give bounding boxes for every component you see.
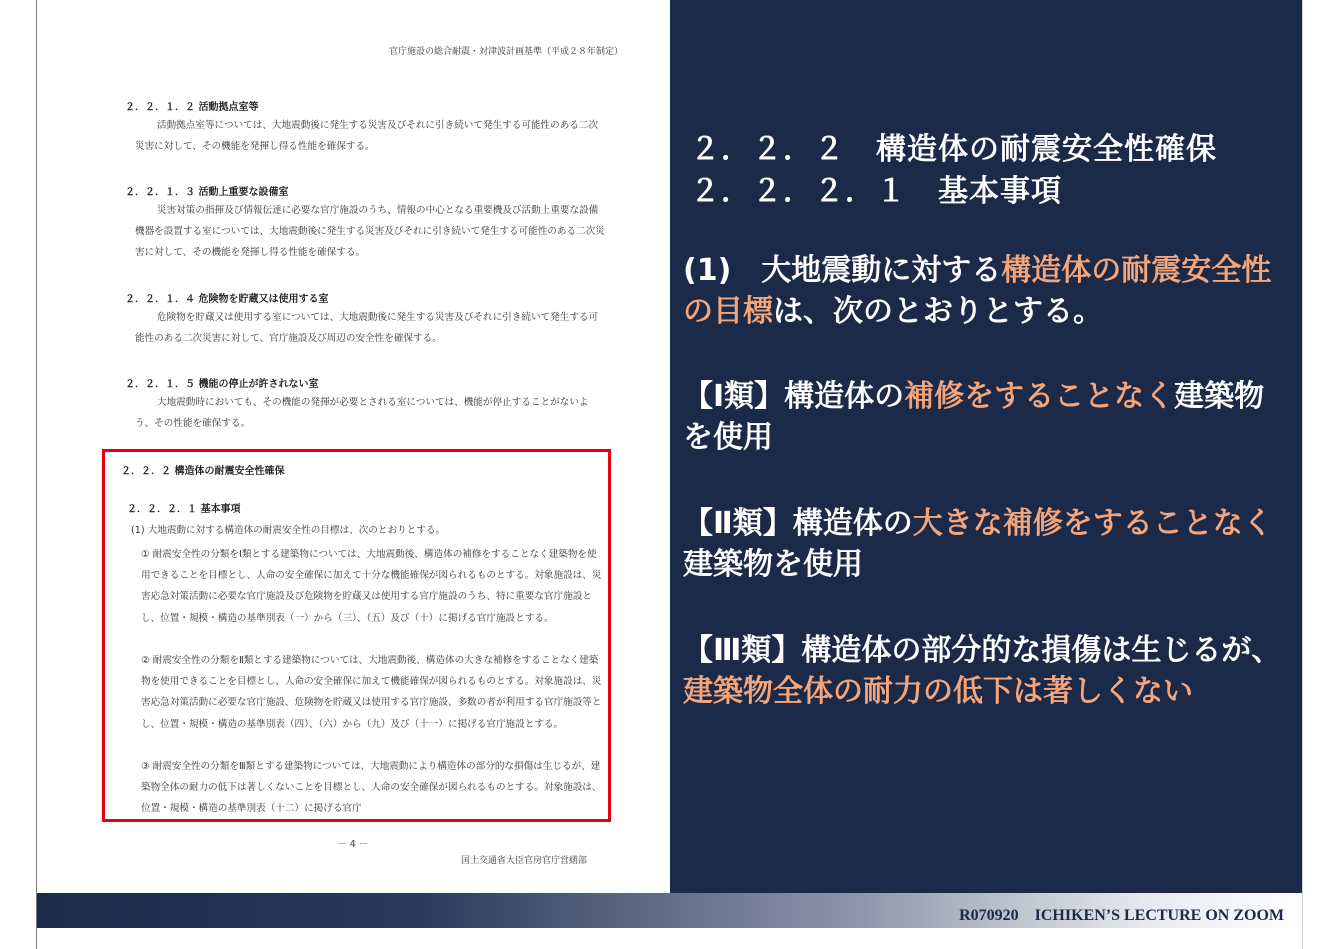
frame-right-border [1302, 0, 1303, 949]
point-1-text-b: は、次のとおりとする。 [773, 294, 1103, 329]
slide-class-3 [683, 630, 1283, 712]
point-1-highlight: 構造体の耐震安全性の目標 [683, 253, 1272, 329]
document-page [37, 0, 670, 893]
page-number: － 4 － [337, 839, 369, 850]
boxed-heading-2-2-2-1: ２．２．２．１ 基本事項 [127, 504, 241, 515]
point-1-text-a: (1) 大地震動に対する [683, 253, 1002, 288]
boxed-item-1: (1) 大地震動に対する構造体の耐震安全性の目標は、次のとおりとする。 [131, 525, 446, 536]
boxed-paragraph-class-2: ② 耐震安全性の分類をⅡ類とする建築物については、大地震動後、構造体の大きな補修をすることなく建築物を使用できることを目標とし、人命の安全確保に加えて機能確保が図られるものとする。対象施設は、災害応急対策活動に必要な官庁施設、危険物を貯蔵又は使用する官庁施設、多数の者が利用する官庁施設等とし、位置・規模・構造の基準別表（四）、（六）から（九）及び（十一）に掲げる官庁施設とする。 [141, 655, 602, 730]
class-3-highlight: 建築物全体の耐力の低下は著しくない [683, 674, 1193, 709]
slide-title-1: ２．２．２ 構造体の耐震安全性確保 [690, 132, 1217, 167]
class-2-text: 建築物を使用 [683, 547, 863, 582]
bottom-bar [37, 893, 1302, 928]
class-1-text: 建築物を使用 [683, 379, 1265, 455]
class-1-label: 【Ⅰ類】構造体の [683, 379, 905, 414]
boxed-paragraph-class-1: ① 耐震安全性の分類をⅠ類とする建築物については、大地震動後、構造体の補修をすることなく建築物を使用できることを目標とし、人命の安全確保に加えて十分な機能確保が図られるものとする。対象施設は、災害応急対策活動に必要な官庁施設及び危険物を貯蔵又は使用する官庁施設のうち、特に重要な官庁施設とし、位置・規模・構造の基準別表（一）から（三）、（五）及び（十）に掲げる官庁施設とする。 [141, 549, 602, 624]
class-1-highlight: 補修をすることなく [904, 379, 1175, 414]
slide-class-2 [683, 503, 1283, 585]
boxed-paragraph-class-3: ③ 耐震安全性の分類をⅢ類とする建築物については、大地震動により構造体の部分的な損傷は生じるが、建築物全体の耐力の低下は著しくないことを目標とし、人命の安全確保が図られるものとする。対象施設は、位置・規模・構造の基準別表（十二）に掲げる官庁 [141, 761, 602, 815]
slide-point-1 [683, 250, 1283, 332]
section-heading: ２．２．１．５ 機能の停止が許されない室 [125, 379, 319, 390]
section-2-2-1-2 [125, 98, 605, 157]
document-header: 官庁施設の総合耐震・対津波計画基準（平成２８年制定） [389, 47, 624, 57]
section-2-2-1-5 [125, 375, 605, 434]
class-3-label: 【Ⅲ類】構造体の部分的な損傷は生じるが、 [683, 633, 1282, 668]
section-heading: ２．２．１．３ 活動上重要な設備室 [125, 187, 289, 198]
section-body: 災害対策の指揮及び情報伝達に必要な官庁施設のうち、情報の中心となる重要機及び活動上重要な設備機器を設置する室については、大地震動後に発生する災害及びそれに引き続いて発生する可能性のある二次災害に対して、その機能を発揮し得る性能を確保する。 [135, 205, 605, 258]
lecture-label: R070920 ICHIKEN’S LECTURE ON ZOOM [959, 907, 1284, 924]
section-heading: ２．２．１．２ 活動拠点室等 [125, 102, 259, 113]
section-2-2-1-4 [125, 290, 605, 349]
section-body: 活動拠点室等については、大地震動後に発生する災害及びそれに引き続いて発生する可能性のある二次災害に対して、その機能を発揮し得る性能を確保する。 [135, 120, 599, 152]
highlight-box [102, 449, 611, 822]
section-2-2-1-3 [125, 183, 605, 263]
section-heading: ２．２．１．４ 危険物を貯蔵又は使用する室 [125, 294, 329, 305]
class-2-label: 【Ⅱ類】構造体の [683, 506, 913, 541]
class-2-highlight: 大きな補修をすることなく [912, 506, 1273, 541]
slide-class-1 [683, 376, 1283, 458]
slide-panel [670, 0, 1302, 893]
section-body: 危険物を貯蔵又は使用する室については、大地震動後に発生する災害及びそれに引き続いて発生する可能性のある二次災害に対して、官庁施設及び周辺の安全性を確保する。 [135, 312, 599, 344]
document-footer: 国土交通省大臣官房官庁営繕部 [461, 856, 588, 866]
section-body: 大地震動時においても、その機能の発揮が必要とされる室については、機能が停止することがないよう、その性能を確保する。 [135, 397, 589, 429]
slide-title-2: ２．２．２．１ 基本事項 [690, 174, 1062, 209]
boxed-heading-2-2-2: ２．２．２ 構造体の耐震安全性確保 [121, 466, 285, 477]
